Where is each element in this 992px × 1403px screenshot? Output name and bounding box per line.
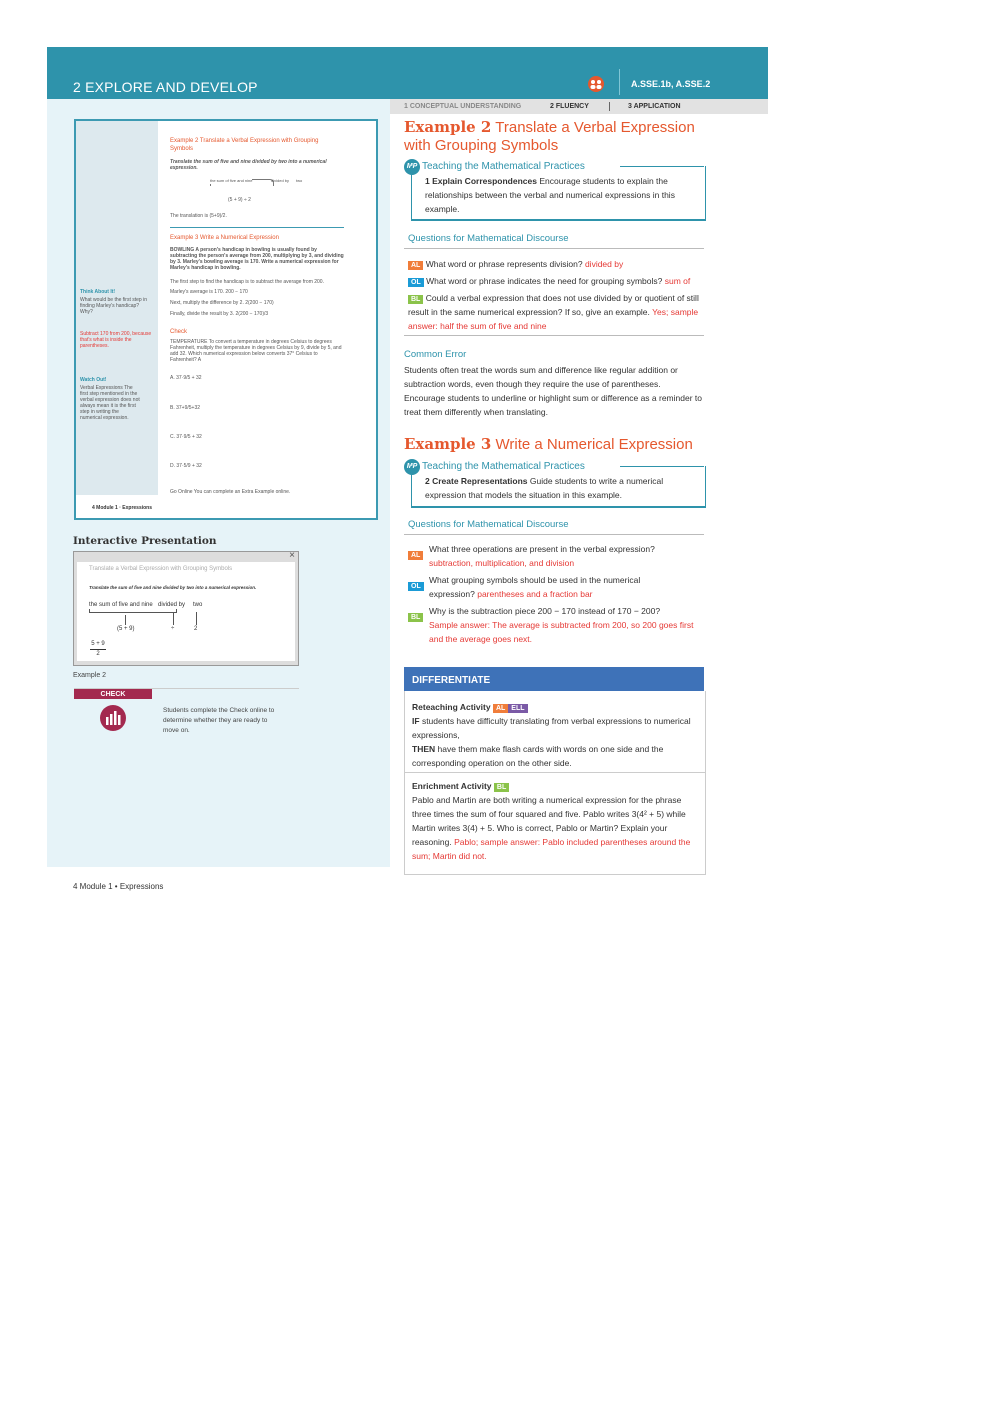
interactive-screen <box>77 562 295 661</box>
section-title: 2 EXPLORE AND DEVELOP <box>73 79 258 95</box>
thumb-example2-prompt: Translate the sum of five and nine divided by two into a numerical expression. <box>170 159 327 171</box>
differentiate-box <box>404 691 706 875</box>
example3-q2 <box>429 573 677 601</box>
example2-practices-bold: 1 Explain Correspondences <box>425 176 537 186</box>
thumb-option-b: B. 37+9/5+32 <box>170 405 201 411</box>
if-text: students have difficulty translating from verbal expressions to numerical expressions, <box>412 716 691 740</box>
example2-questions-head: Questions for Mathematical Discourse <box>408 233 569 244</box>
example3-q2-badge-wrap <box>408 575 424 593</box>
page-footer: 4 Module 1 • Expressions <box>73 882 164 891</box>
al-badge: AL <box>408 551 423 560</box>
example3-q3 <box>429 604 704 646</box>
screen-arrow-a <box>125 615 126 625</box>
example2-number: Example 2 <box>404 118 492 136</box>
bar-chart-icon <box>99 704 127 732</box>
screen-label-b: divided by <box>158 602 186 608</box>
example2-q1 <box>408 257 718 271</box>
enrichment-title: Enrichment Activity <box>412 781 492 791</box>
ol-badge: OL <box>408 582 424 591</box>
thumb-step3: Next, multiply the difference by 2. 2(200 − 170) <box>170 300 274 306</box>
tab-separator <box>609 102 610 111</box>
screen-label-c: two <box>193 602 203 608</box>
bl-badge: BL <box>408 295 423 304</box>
check-label: CHECK <box>74 689 152 699</box>
screen-val-b: ÷ <box>171 626 175 632</box>
example2-practices-box <box>411 166 706 221</box>
example2-title: Translate a Verbal Expression with Grouping Symbols <box>404 119 695 154</box>
thumb-translation: The translation is (5+9)/2. <box>170 213 227 219</box>
interactive-presentation-title: Interactive Presentation <box>73 535 217 547</box>
example2-q3 <box>408 291 703 333</box>
thumb-online-note: Go Online You can complete an Extra Example online. <box>170 489 291 495</box>
thumb-example3-title: Example 3 Write a Numerical Expression <box>170 235 279 241</box>
example2-practices-text <box>425 174 701 216</box>
al-badge: AL <box>408 261 423 270</box>
example3-q3-text: Why is the subtraction piece 200 − 170 instead of 170 − 200? <box>429 606 661 616</box>
screen-frac-bar <box>90 649 106 650</box>
example2-heading <box>404 118 704 155</box>
header-divider <box>619 69 620 95</box>
reteaching-block <box>412 700 700 770</box>
example3-q1 <box>429 542 704 570</box>
example3-q2-text: What grouping symbols should be used in the numerical expression? <box>429 575 641 599</box>
example3-practices-box <box>411 466 706 508</box>
differentiate-header <box>404 667 704 691</box>
al-badge: AL <box>493 704 508 713</box>
thumb-option-d: D. 37·5/9 + 32 <box>170 463 202 469</box>
then-text: have them make flash cards with words on one side and the corresponding operation on the other side. <box>412 744 664 768</box>
example2-practices-title: Teaching the Mathematical Practices <box>422 161 585 172</box>
example2-q2 <box>408 274 720 288</box>
example2-questions-rule <box>404 248 704 249</box>
tab-conceptual: 1 CONCEPTUAL UNDERSTANDING <box>404 103 522 110</box>
thumb-footer: 4 Module 1 · Expressions <box>92 505 153 511</box>
thumb-watch-text: Verbal Expressions The first step mentioned in the verbal expression does not always mean it is the first step in writing the numerical expression. <box>80 385 140 421</box>
thumb-think-title: Think About It! <box>80 289 116 295</box>
screen-val-c: 2 <box>194 626 198 632</box>
thumb-think-answer: Subtract 170 from 200, because that's what is inside the parentheses. <box>80 331 152 349</box>
enrichment-block <box>412 779 702 863</box>
screen-label-a: the sum of five and nine <box>89 602 153 608</box>
thumb-brace-b: divided by <box>271 178 290 183</box>
tab-application: 3 APPLICATION <box>628 103 681 110</box>
example2-end-rule <box>404 335 704 336</box>
screen-arrow-c <box>196 612 197 625</box>
standards-label: A.SSE.1b, A.SSE.2 <box>631 79 711 89</box>
thumb-brace-a: the sum of five and nine <box>210 178 253 183</box>
common-error-head: Common Error <box>404 349 467 360</box>
enrichment-text: Pablo and Martin are both writing a numerical expression for the phrase three times the sum of four squared and five. Pablo writes 3(4² + 5) while Martin writes 3(4) + 5. Who is correct, Pablo or Martin? Explain your reasoning. <box>412 795 686 847</box>
if-label: IF <box>412 716 420 726</box>
people-icon <box>587 76 605 92</box>
example3-q3-answer: Sample answer: The average is subtracted from 200, so 200 goes first and the average goes next. <box>429 620 694 644</box>
thumb-option-a: A. 37·9/5 + 32 <box>170 375 202 381</box>
thumb-option-c: C. 37·9/5 + 32 <box>170 434 202 440</box>
thumb-rule <box>170 227 344 228</box>
enrichment-answer: Pablo; sample answer: Pablo included parentheses around the sum; Martin did not. <box>412 837 691 861</box>
example2-q1-text: What word or phrase represents division? <box>425 259 583 269</box>
differentiate-rule <box>405 772 705 773</box>
screen-brace <box>89 609 177 613</box>
example3-heading <box>404 435 704 453</box>
section-header <box>47 47 768 99</box>
example2-practices-body: Encourage students to explain the relationships between the verbal and numerical expressions in this example. <box>425 176 675 214</box>
thumb-example2-expr: (5 + 9) ÷ 2 <box>228 197 251 203</box>
tab-fluency: 2 FLUENCY <box>550 103 589 110</box>
example2-q3-text: Could a verbal expression that does not use divided by or quotient of still result in the same numerical expression? If so, give an example. <box>408 293 699 317</box>
thumb-check-text: TEMPERATURE To convert a temperature in degrees Celsius to degrees Fahrenheit, multiply the temperature in degrees Celsius by 9, divide by 5, and add 32. Which numerical expression below converts 37° Celsius to Fahrenheit? A <box>170 339 342 363</box>
screen-title: Translate a Verbal Expression with Grouping Symbols <box>89 566 233 572</box>
example3-practices-bold: 2 Create Representations <box>425 476 528 486</box>
example2-q1-answer: divided by <box>584 259 624 269</box>
example3-q1-answer: subtraction, multiplication, and division <box>429 558 575 568</box>
example3-practices-text <box>425 474 701 502</box>
ell-badge: ELL <box>508 704 527 713</box>
example2-q3-answer: Yes; sample answer: half the sum of five and nine <box>408 307 699 331</box>
example3-q1-text: What three operations are present in the verbal expression? <box>429 544 655 554</box>
example3-questions-rule <box>404 534 704 535</box>
thumb-step4: Finally, divide the result by 3. 2(200 − 170)/3 <box>170 311 269 317</box>
then-label: THEN <box>412 744 436 754</box>
thumb-brace-c: two <box>296 178 303 183</box>
thumb-example3-text: BOWLING A person's handicap in bowling is usually found by subtracting the person's average from 200, multiplying by 3, and dividing by 3. Marley's bowling average is 170. Write a numerical expression for Marley's handicap in bowling. <box>170 247 344 271</box>
thumb-check-title: Check <box>170 329 188 335</box>
close-icon[interactable]: × <box>289 550 295 561</box>
student-page-thumbnail <box>74 119 378 520</box>
screen-val-a: (5 + 9) <box>117 626 135 632</box>
example3-q2-answer: parentheses and a fraction bar <box>477 589 593 599</box>
example3-q3-badge-wrap <box>408 606 423 624</box>
reteaching-title: Reteaching Activity <box>412 702 491 712</box>
example2-q2-text: What word or phrase indicates the need for grouping symbols? <box>426 276 663 286</box>
screen-frac-den: 2 <box>96 651 100 657</box>
example3-questions-head: Questions for Mathematical Discourse <box>408 519 569 530</box>
bl-badge: BL <box>408 613 423 622</box>
differentiate-title: DIFFERENTIATE <box>412 675 491 686</box>
ol-badge: OL <box>408 278 424 287</box>
screen-arrow-b <box>173 612 174 625</box>
screen-frac-num: 5 + 9 <box>91 641 105 647</box>
check-text: Students complete the Check online to determine whether they are ready to move on. <box>163 707 275 734</box>
example3-title: Write a Numerical Expression <box>495 436 693 453</box>
example3-practices-title: Teaching the Mathematical Practices <box>422 461 585 472</box>
thumb-think-text: What would be the first step in finding Marley's handicap? Why? <box>80 297 147 315</box>
mp-icon: MP <box>404 459 420 475</box>
thumb-step1: The first step to find the handicap is to subtract the average from 200. <box>170 279 324 285</box>
mp-icon: MP <box>404 159 420 175</box>
example3-q1-badge-wrap <box>408 544 423 562</box>
thumb-example2-title: Example 2 Translate a Verbal Expression with Grouping Symbols <box>170 138 319 152</box>
common-error-text: Students often treat the words sum and difference like regular addition or subtraction words, even though they require the use of parentheses. Encourage students to underline or highlight sum or difference as a reminder to treat them differently when translating. <box>404 365 702 417</box>
screen-prompt: Translate the sum of five and nine divided by two into a numerical expression. <box>89 585 257 590</box>
progression-tabs <box>390 99 768 114</box>
bl-badge: BL <box>494 783 509 792</box>
thumb-step2: Marley's average is 170. 200 − 170 <box>170 289 248 295</box>
interactive-caption: Example 2 <box>73 672 107 679</box>
interactive-window <box>73 551 299 666</box>
example2-q2-answer: sum of <box>664 276 691 286</box>
thumb-watch-title: Watch Out! <box>80 377 107 383</box>
example3-practices-body: Guide students to write a numerical expression that models the situation in this example. <box>425 476 664 500</box>
example3-number: Example 3 <box>404 435 492 453</box>
